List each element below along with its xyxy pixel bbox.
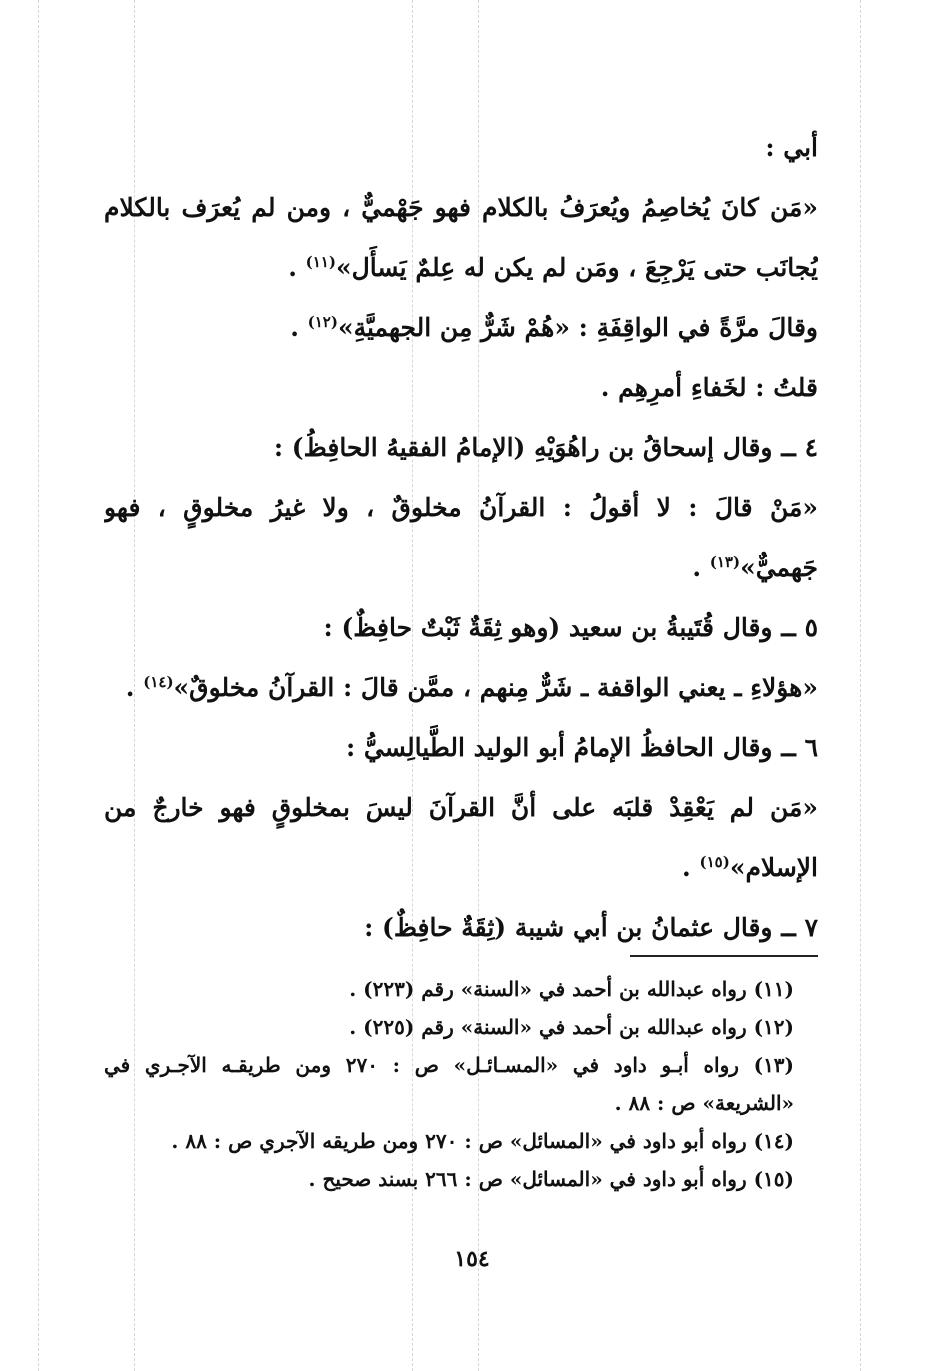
footnote-separator: [630, 955, 818, 957]
footnote-ref: (١٢): [307, 313, 338, 331]
text-line: «مَن كانَ يُخاصِمُ ويُعرَفُ بالكلام فهو جَهْميٌّ ، ومن لم يُعرَف بالكلام: [104, 193, 818, 222]
text-line: «هؤلاءِ ـ يعني الواقفة ـ شَرٌّ مِنهم ، ممَّن قالَ : القرآنُ مخلوقٌ»$^{(١٤)}$ .: [125, 673, 818, 702]
guide-line: [38, 0, 39, 1371]
text-line: ٧ ــ وقال عثمانُ بن أبي شيبة (ثِقَةٌ حافِظٌ) :: [364, 913, 818, 942]
footnote-ref: (١٣): [709, 553, 741, 571]
text-line: «مَنْ قالَ : لا أقولُ : القرآنُ مخلوقٌ ، ولا غيرُ مخلوقٍ ، فهو: [104, 493, 818, 522]
guide-line: [860, 0, 861, 1371]
footnote: (١٣) رواه أبـو داود في «المسـائـل» ص : ٢٧٠ ومن طريقـه الآجـري في: [104, 1053, 794, 1077]
text-line: يُجانَب حتى يَرْجِعَ ، ومَن لم يكن له عِلمٌ يَسأَل»$^{(١١)}$ .: [288, 253, 818, 282]
footnote: (١١) رواه عبدالله بن أحمد في «السنة» رقم (٢٢٣) .: [349, 977, 794, 1001]
text-line: جَهميٌّ»$^{(١٣)}$ .: [692, 553, 818, 582]
text-line: ٥ ــ وقال قُتَيبةُ بن سعيد (وهو ثِقَةٌ ثَبْتٌ حافِظٌ) :: [323, 613, 818, 642]
footnotes: [104, 970, 794, 1198]
text-line: «مَن لم يَعْقِدْ قلبَه على أنَّ القرآنَ ليسَ بمخلوقٍ فهو خارجٌ من: [104, 793, 818, 822]
main-text: [104, 118, 818, 958]
footnote-ref: (١٥): [699, 853, 730, 871]
footnote-ref: (١٤): [143, 673, 174, 691]
footnote: (١٤) رواه أبو داود في «المسائل» ص : ٢٧٠ ومن طريقه الآجري ص : ٨٨ .: [171, 1129, 794, 1153]
footnote: «الشريعة» ص : ٨٨ .: [614, 1091, 794, 1115]
text-line: وقالَ مرَّةً في الواقِفَةِ : «هُمْ شَرٌّ مِن الجهميَّةِ»$^{(١٢)}$ .: [290, 313, 818, 342]
text-line: أبي :: [765, 133, 818, 162]
text-line: الإسلام»$^{(١٥)}$ .: [682, 853, 818, 882]
footnote: (١٢) رواه عبدالله بن أحمد في «السنة» رقم (٢٢٥) .: [349, 1015, 794, 1039]
text-line: قلتُ : لخَفاءِ أمرِهِم .: [600, 373, 818, 402]
text-line: ٦ ــ وقال الحافظُ الإمامُ أبو الوليد الطَّيالِسيُّ :: [345, 733, 818, 762]
footnote-ref: (١١): [305, 253, 336, 271]
text-line: ٤ ــ وقال إسحاقُ بن راهُوَيْهِ (الإمامُ الفقيهُ الحافِظُ) :: [273, 433, 818, 462]
page-number: ١٥٤: [454, 1246, 490, 1272]
footnote: (١٥) رواه أبو داود في «المسائل» ص : ٢٦٦ بسند صحيح .: [308, 1167, 794, 1191]
